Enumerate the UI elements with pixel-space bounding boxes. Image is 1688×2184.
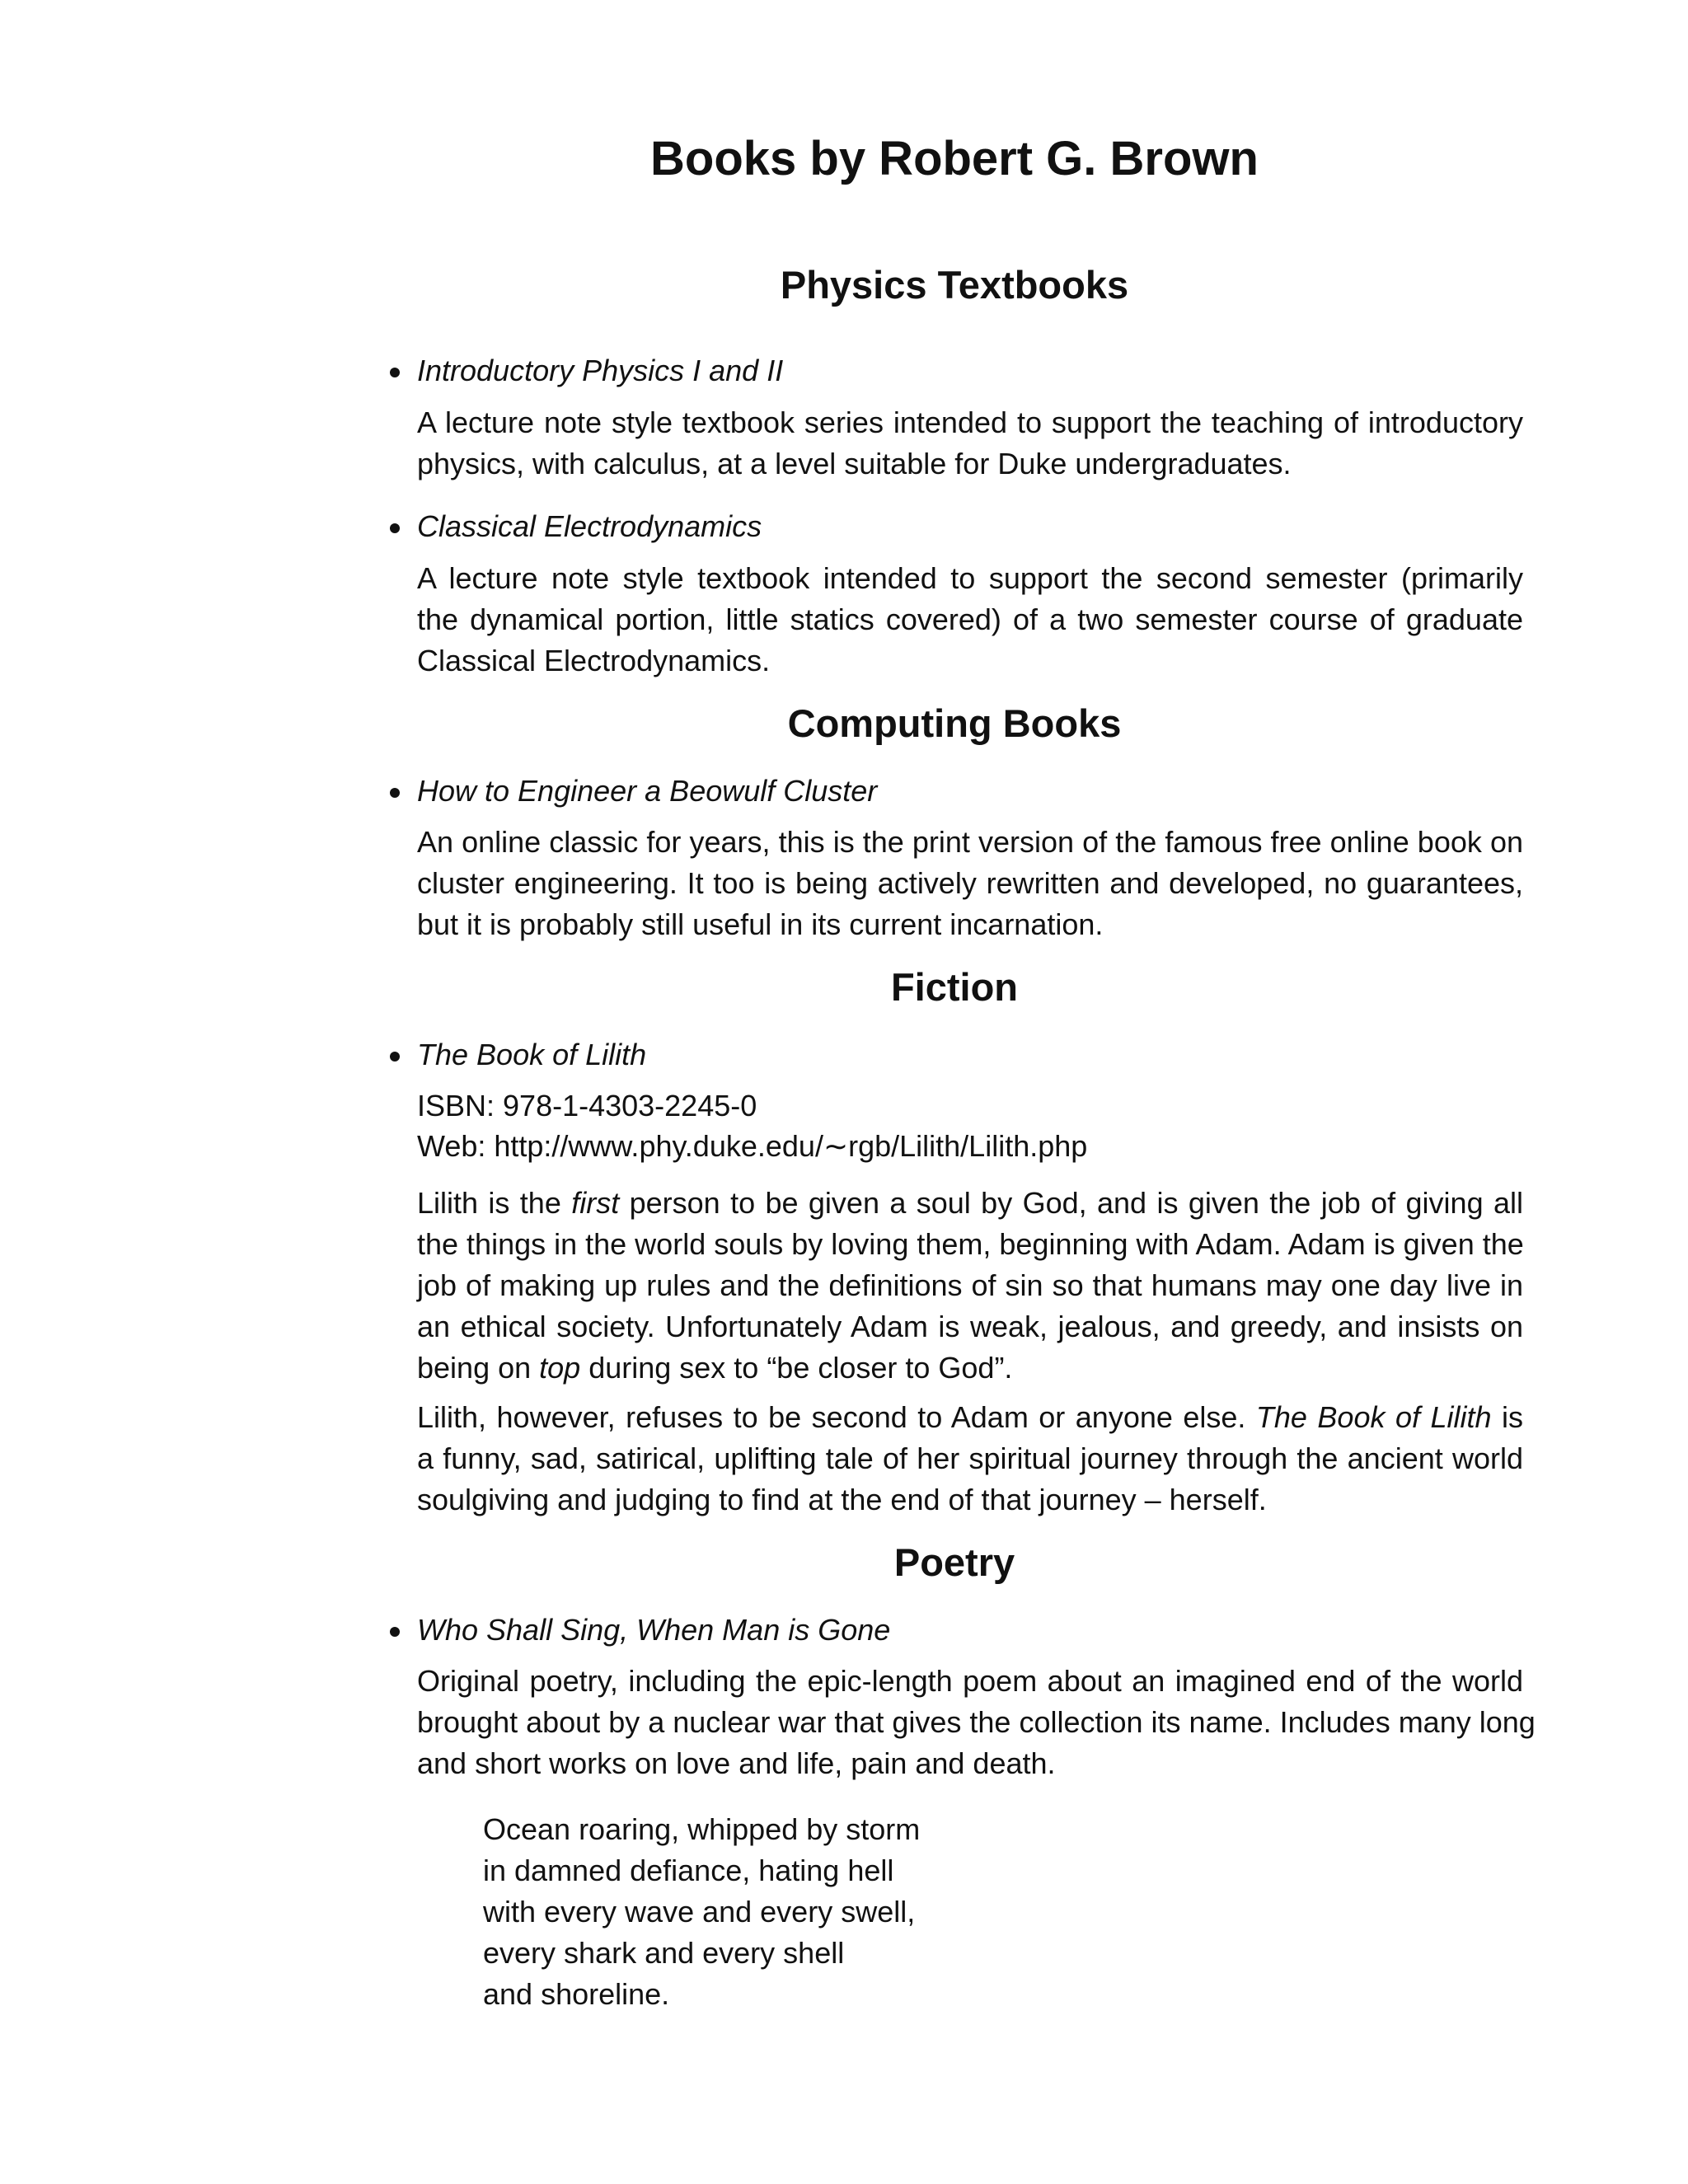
book-title-who-shall-sing: Who Shall Sing, When Man is Gone <box>417 1610 890 1651</box>
book-description-classical-electrodynamics: A lecture note style textbook intended to support the second semester (primarily the dynamical portion, little statics covered) of a two semester course of graduate Classical Electrodynamics. <box>417 561 1523 677</box>
lilith-description-paragraph-2: Lilith, however, refuses to be second to Adam or anyone else. The Book of Lilith is a funny, sad, satirical, uplifting tale of her spiritual journey through the ancient world soulgiving and judging to find at the end of that journey – herself. <box>417 1400 1523 1516</box>
lilith-description-paragraph-1: Lilith is the first person to be given a soul by God, and is given the job of giving all the things in the world souls by loving them, beginning with Adam. Adam is given the job of making up rules and the definitions of sin so that humans may one day live in an ethical society. Unfortunately Adam is weak, jealous, and greedy, and insists on being on top during sex to “be closer to God”. <box>417 1186 1524 1385</box>
section-heading-computing: Computing Books <box>787 701 1122 745</box>
book-title-introductory-physics: Introductory Physics I and II <box>417 350 783 391</box>
bullet-icon <box>390 368 400 377</box>
poem-line: every shark and every shell <box>483 1936 845 1970</box>
poem-line: in damned defiance, hating hell <box>483 1854 894 1887</box>
poem-line: and shoreline. <box>483 1977 670 2011</box>
poem-excerpt <box>483 1809 920 2015</box>
section-heading-fiction: Fiction <box>890 965 1019 1009</box>
bullet-icon <box>390 788 400 798</box>
bullet-icon <box>390 1052 400 1062</box>
book-title-classical-electrodynamics: Classical Electrodynamics <box>417 506 762 547</box>
isbn-line: ISBN: 978-1-4303-2245-0 <box>417 1089 757 1122</box>
book-description-who-shall-sing: Original poetry, including the epic-length poem about an imagined end of the world brought about by a nuclear war that gives the collection its name. Includes many long and short works on love and life, pain and death. <box>417 1664 1536 1780</box>
bullet-icon <box>390 1627 400 1637</box>
book-description-beowulf-cluster: An online classic for years, this is the print version of the famous free online book on cluster engineering. It too is being actively rewritten and developed, no guarantees, but it is probably still useful in its current incarnation. <box>417 825 1523 941</box>
book-title-book-of-lilith: The Book of Lilith <box>417 1034 646 1076</box>
page-title: Books by Robert G. Brown <box>650 132 1259 185</box>
web-link[interactable]: Web: http://www.phy.duke.edu/∼rgb/Lilith/Lilith.php <box>417 1129 1088 1163</box>
bullet-icon <box>390 523 400 533</box>
section-heading-physics: Physics Textbooks <box>780 263 1129 307</box>
book-description-introductory-physics: A lecture note style textbook series intended to support the teaching of introductory physics, with calculus, at a level suitable for Duke undergraduates. <box>417 405 1523 480</box>
poem-line: Ocean roaring, whipped by storm <box>483 1812 921 1846</box>
section-heading-poetry: Poetry <box>893 1540 1015 1584</box>
book-title-beowulf-cluster: How to Engineer a Beowulf Cluster <box>417 771 877 812</box>
poem-line: with every wave and every swell, <box>483 1895 916 1929</box>
